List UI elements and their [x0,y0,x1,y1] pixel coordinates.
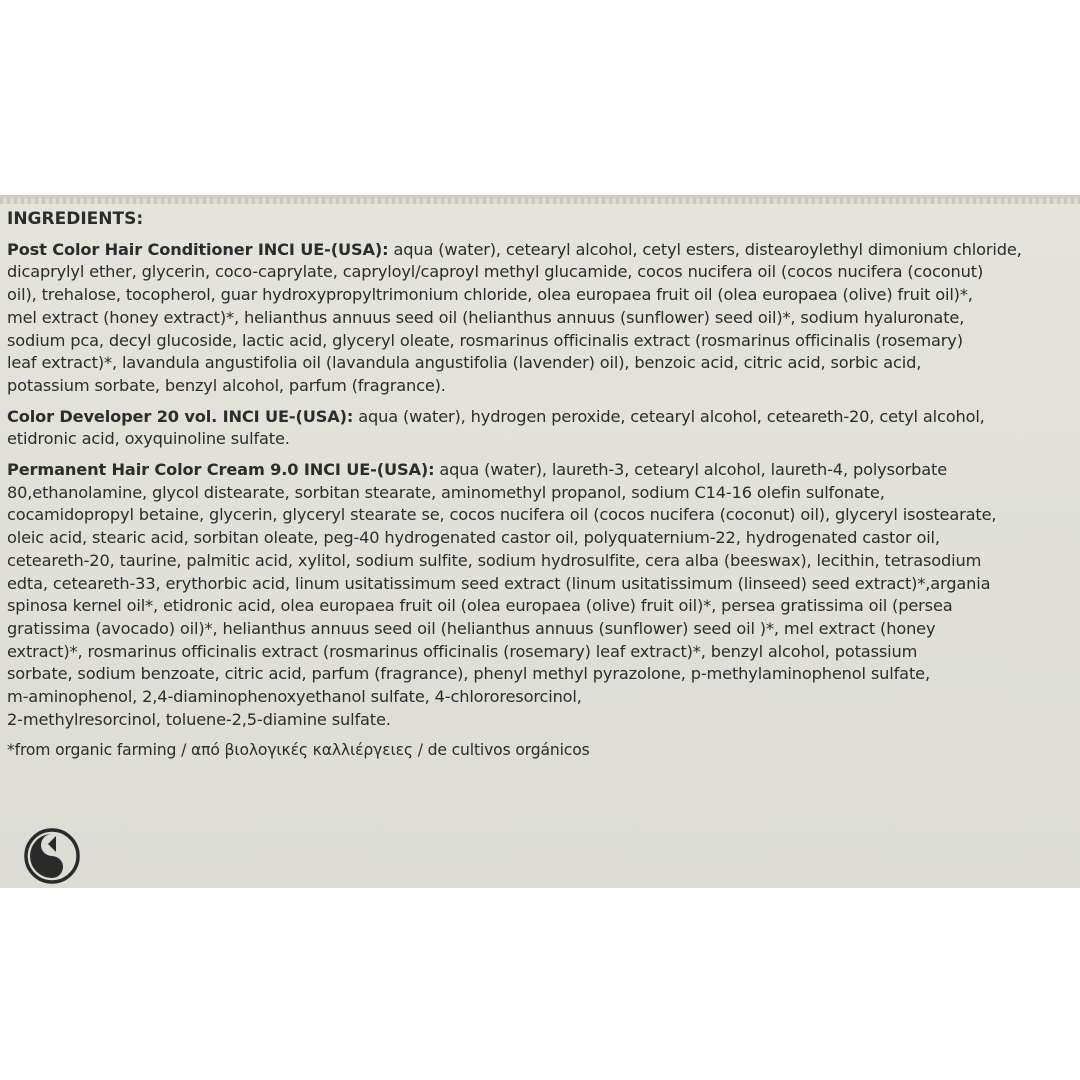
section-line: cocamidopropyl betaine, glycerin, glyceryl stearate se, cocos nucifera oil (cocos nucifera (coconut) oil), glyceryl isostearate, [7,505,997,525]
section-line: gratissima (avocado) oil)*, helianthus annuus seed oil (helianthus annuus (sunflower) seed oil )*, mel extract (honey [7,618,936,638]
section-title: Color Developer 20 vol. INCI UE-(USA): [7,406,354,426]
section-line: 80,ethanolamine, glycol distearate, sorbitan stearate, aminomethyl propanol, sodium C14-16 olefin sulfonate, [7,482,885,502]
section-line: oil), trehalose, tocopherol, guar hydroxypropyltrimonium chloride, olea europaea fruit oil (olea europaea (olive) fruit oil)*, [7,285,973,305]
section-line [7,406,1080,429]
section-line: leaf extract)*, lavandula angustifolia oil (lavandula angustifolia (lavender) oil), benzoic acid, citric acid, sorbic acid, [7,353,922,373]
section-line: 2-methylresorcinol, toluene-2,5-diamine sulfate. [7,709,391,729]
section-title: Permanent Hair Color Cream 9.0 INCI UE-(USA): [7,460,435,480]
developer-section [7,406,1080,451]
recycle-green-dot-icon [24,828,80,884]
section-line: m-aminophenol, 2,4-diaminophenoxyethanol sulfate, 4-chlororesorcinol, [7,687,582,707]
ingredients-label-photo [0,195,1080,888]
section-title: Post Color Hair Conditioner INCI UE-(USA): [7,239,389,259]
section-text: aqua (water), cetearyl alcohol, cetyl esters, distearoylethyl dimonium chloride, [388,239,1022,259]
section-line: etidronic acid, oxyquinoline sulfate. [7,429,290,449]
section-line: ceteareth-20, taurine, palmitic acid, xylitol, sodium sulfite, sodium hydrosulfite, cera alba (beeswax), lecithin, tetrasodium [7,550,982,570]
section-line: mel extract (honey extract)*, helianthus annuus seed oil (helianthus annuus (sunflower) seed oil)*, sodium hyaluronate, [7,307,965,327]
section-line: sodium pca, decyl glucoside, lactic acid, glyceryl oleate, rosmarinus officinalis extract (rosmarinus officinalis (rosemary) [7,330,963,350]
section-line: extract)*, rosmarinus officinalis extract (rosmarinus officinalis (rosemary) leaf extract)*, benzyl alcohol, potassium [7,641,918,661]
organic-footnote: *from organic farming / από βιολογικές καλλιέργειες / de cultivos orgánicos [7,741,590,760]
section-line [7,459,1080,482]
conditioner-section [7,239,1080,398]
section-line: oleic acid, stearic acid, sorbitan oleate, peg-40 hydrogenated castor oil, polyquaternium-22, hydrogenated castor oil, [7,528,940,548]
section-text: aqua (water), laureth-3, cetearyl alcohol, laureth-4, polysorbate [434,460,948,480]
section-text: aqua (water), hydrogen peroxide, cetearyl alcohol, ceteareth-20, cetyl alcohol, [353,406,985,426]
section-line: potassium sorbate, benzyl alcohol, parfum (fragrance). [7,375,446,395]
section-line: dicaprylyl ether, glycerin, coco-caprylate, capryloyl/caproyl methyl glucamide, cocos nucifera oil (cocos nucifera (coconut) [7,262,984,282]
ingredients-heading: INGREDIENTS: [7,209,144,229]
color-cream-section [7,459,1080,731]
ingredients-text-block [7,208,1080,762]
section-line [7,239,1080,262]
section-line: spinosa kernel oil*, etidronic acid, olea europaea fruit oil (olea europaea (olive) fruit oil)*, persea gratissima oil (persea [7,596,953,616]
section-line: sorbate, sodium benzoate, citric acid, parfum (fragrance), phenyl methyl pyrazolone, p-methylaminophenol sulfate, [7,664,930,684]
section-line: edta, ceteareth-33, erythorbic acid, linum usitatissimum seed extract (linum usitatissimum (linseed) seed extract)*,argania [7,573,991,593]
